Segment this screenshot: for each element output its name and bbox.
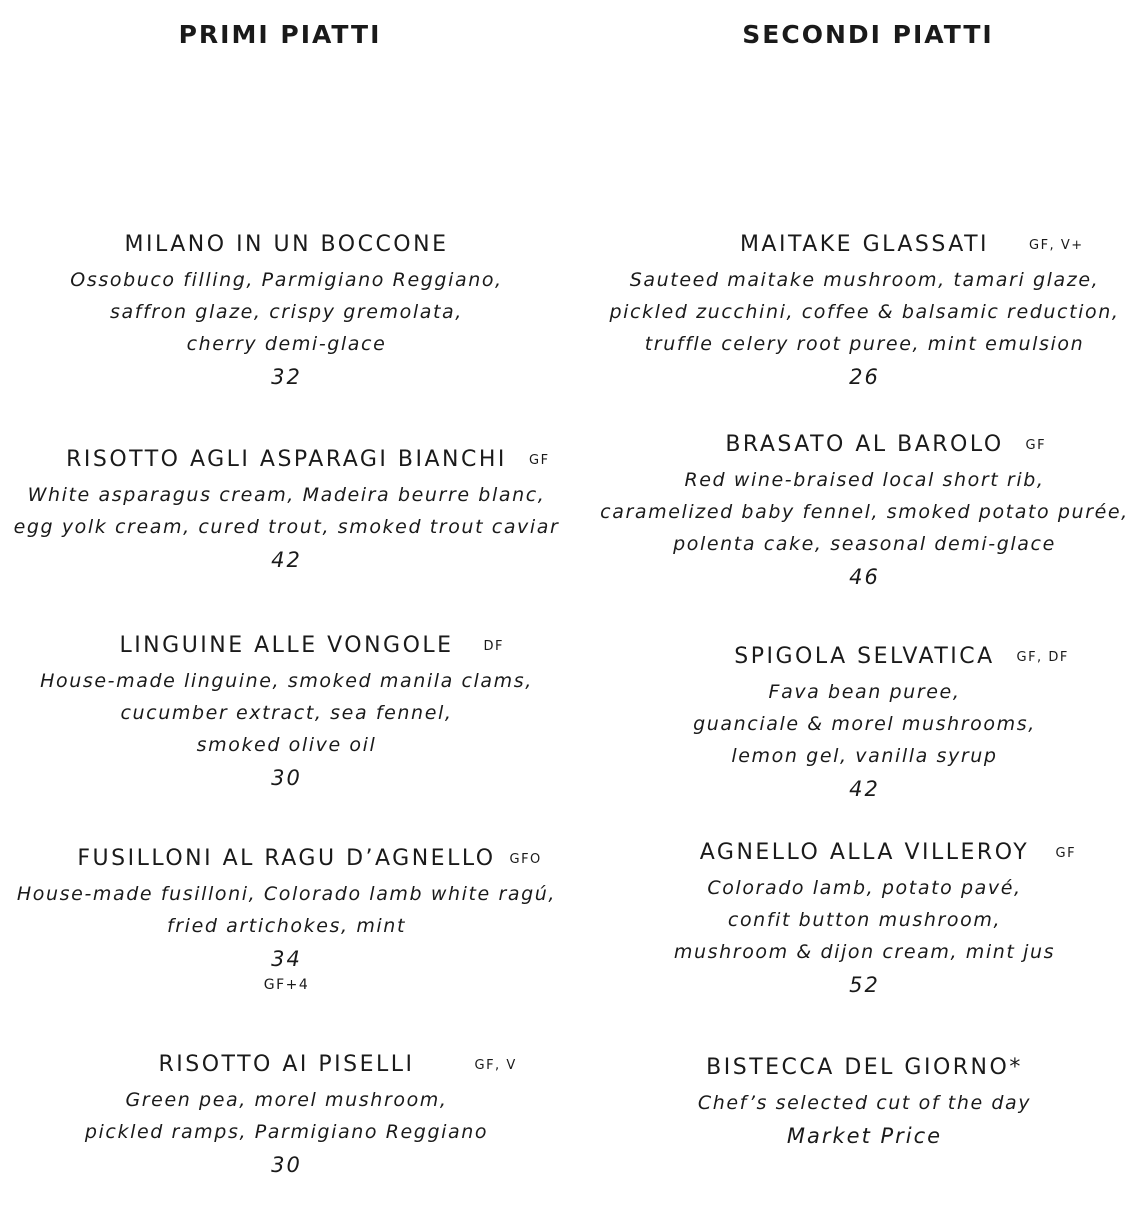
menu-item-price: Market Price [786, 1124, 943, 1148]
menu-item-name: AGNELLO ALLA VILLEROY [699, 840, 1030, 865]
menu-item-header [583, 1055, 1146, 1087]
dietary-tag: GF, V [474, 1058, 517, 1073]
menu-item-description: White asparagus cream, Madeira beurre blanc, [27, 484, 546, 506]
menu-item-name: FUSILLONI AL RAGU D’AGNELLO [77, 846, 496, 871]
dietary-tag: GF [529, 453, 550, 468]
menu-item [583, 232, 1146, 394]
menu-item-header [583, 432, 1146, 464]
menu-item-description: pickled ramps, Parmigiano Reggiano [84, 1121, 489, 1143]
menu-item-header [0, 232, 573, 264]
menu-item-price: 42 [849, 777, 880, 801]
menu-item-description: smoked olive oil [196, 734, 377, 756]
menu-item-name: BRASATO AL BAROLO [725, 432, 1004, 457]
menu-item-description: egg yolk cream, cured trout, smoked trout caviar [13, 516, 560, 538]
menu-item-price: 34 [271, 947, 302, 971]
menu-item-price: 52 [849, 973, 880, 997]
menu-item-description: saffron glaze, crispy gremolata, [110, 301, 463, 323]
menu-item-price: 26 [849, 365, 880, 389]
menu-item-header [0, 846, 573, 878]
menu-item-description: Green pea, morel mushroom, [125, 1089, 448, 1111]
menu-item-description: Red wine-braised local short rib, [684, 469, 1045, 491]
menu-item-description: House-made fusilloni, Colorado lamb white ragú, [16, 883, 557, 905]
menu-item-header [0, 633, 573, 665]
dietary-tag: GF [1025, 438, 1047, 453]
menu-item-description: cucumber extract, sea fennel, [120, 702, 453, 724]
menu-item-price: 46 [849, 565, 880, 589]
menu-item-description: lemon gel, vanilla syrup [731, 745, 998, 767]
menu-item [583, 1055, 1146, 1153]
menu-item-name: BISTECCA DEL GIORNO* [706, 1055, 1023, 1080]
menu-item [583, 840, 1146, 1002]
secondi-heading: SECONDI PIATTI [742, 20, 994, 49]
menu-item-header [0, 447, 573, 479]
menu-item-name: MILANO IN UN BOCCONE [124, 232, 449, 257]
dietary-tag: GF, DF [1016, 650, 1069, 665]
menu-item-header [583, 232, 1146, 264]
dietary-tag: GF, V+ [1029, 238, 1084, 253]
menu-item-description: Sauteed maitake mushroom, tamari glaze, [629, 269, 1100, 291]
primi-heading: PRIMI PIATTI [178, 20, 382, 49]
menu-item [0, 1052, 573, 1182]
menu-item-header [0, 1052, 573, 1084]
menu-item [0, 232, 573, 394]
menu-item-description: Ossobuco filling, Parmigiano Reggiano, [70, 269, 503, 291]
menu-item-description: mushroom & dijon cream, mint jus [673, 941, 1056, 963]
menu-item-price: 42 [271, 548, 302, 572]
menu-item-description: confit button mushroom, [727, 909, 1002, 931]
menu-item-description: cherry demi-glace [186, 333, 387, 355]
menu-item-description: fried artichokes, mint [166, 915, 406, 937]
menu-item [0, 447, 573, 577]
menu-item [583, 432, 1146, 594]
menu-item-name: SPIGOLA SELVATICA [734, 644, 995, 669]
dietary-tag: DF [483, 639, 504, 654]
menu-item-name: LINGUINE ALLE VONGOLE [119, 633, 454, 658]
menu-item-price: 30 [271, 1153, 302, 1177]
dietary-tag: GF [1055, 846, 1077, 861]
menu-item-description: House-made linguine, smoked manila clams, [40, 670, 533, 692]
menu-item-description: truffle celery root puree, mint emulsion [644, 333, 1085, 355]
menu-item-description: pickled zucchini, coffee & balsamic reduction, [609, 301, 1120, 323]
menu-item-description: guanciale & morel mushrooms, [693, 713, 1036, 735]
menu-item-name: RISOTTO AGLI ASPARAGI BIANCHI [66, 447, 507, 472]
menu-item [0, 633, 573, 795]
menu-item-description: Fava bean puree, [768, 681, 961, 703]
dietary-tag: GFO [509, 852, 542, 867]
menu-item-note: GF+4 [263, 977, 310, 993]
menu-item-description: polenta cake, seasonal demi-glace [673, 533, 1056, 555]
menu-item-header [583, 840, 1146, 872]
menu-item-name: MAITAKE GLASSATI [739, 232, 990, 257]
menu-item-header [583, 644, 1146, 676]
menu-item-description: Colorado lamb, potato pavé, [707, 877, 1022, 899]
menu-item-price: 30 [271, 766, 302, 790]
menu-item-name: RISOTTO AI PISELLI [158, 1052, 415, 1077]
menu-item-price: 32 [271, 365, 302, 389]
menu-item [583, 644, 1146, 806]
menu-item [0, 846, 573, 994]
menu-item-description: caramelized baby fennel, smoked potato purée, [600, 501, 1129, 523]
menu-item-description: Chef’s selected cut of the day [697, 1092, 1032, 1114]
